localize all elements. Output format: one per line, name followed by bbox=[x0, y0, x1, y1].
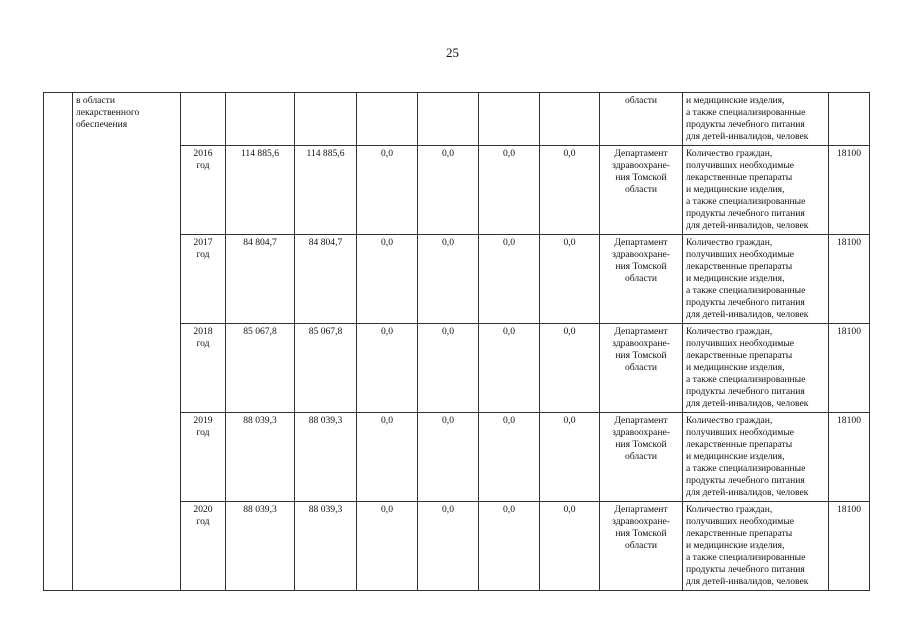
row-number-cell bbox=[44, 93, 73, 591]
total-cell: 88 039,3 bbox=[226, 413, 295, 502]
indicator-line: и медицинские изделия, bbox=[686, 184, 785, 195]
target-value-cell: 18100 bbox=[829, 413, 870, 502]
indicator-line: для детей-инвалидов, человек bbox=[686, 398, 809, 409]
indicator-line: для детей-инвалидов, человек bbox=[686, 220, 809, 231]
indicator-line: Количество граждан, bbox=[686, 415, 773, 426]
indicator-line: Количество граждан, bbox=[686, 237, 773, 248]
department-line: области bbox=[624, 451, 658, 462]
department-cell bbox=[600, 413, 683, 502]
department-line: ния Томской bbox=[615, 261, 667, 272]
department-cell bbox=[600, 235, 683, 324]
value-cell bbox=[479, 93, 540, 146]
department-line: здравоохране- bbox=[612, 516, 670, 527]
department-line: Департамент bbox=[614, 326, 668, 337]
indicator-line: получивших необходимые bbox=[686, 427, 795, 438]
indicator-line: а также специализированные bbox=[686, 285, 806, 296]
department-line: ния Томской bbox=[615, 172, 667, 183]
program-name-line: в области bbox=[76, 95, 115, 106]
value-cell: 0,0 bbox=[479, 324, 540, 413]
regional-cell: 114 885,6 bbox=[295, 146, 357, 235]
indicator-cell bbox=[683, 413, 829, 502]
department-cell bbox=[600, 146, 683, 235]
department-cell bbox=[600, 93, 683, 146]
indicator-line: продукты лечебного питания bbox=[686, 386, 805, 397]
indicator-cell bbox=[683, 146, 829, 235]
indicator-cell bbox=[683, 93, 829, 146]
program-name-cell bbox=[73, 93, 181, 591]
regional-cell: 84 804,7 bbox=[295, 235, 357, 324]
value-cell: 0,0 bbox=[418, 502, 479, 591]
value-cell: 0,0 bbox=[357, 413, 418, 502]
indicator-line: для детей-инвалидов, человек bbox=[686, 131, 809, 142]
value-cell bbox=[540, 93, 600, 146]
total-cell: 85 067,8 bbox=[226, 324, 295, 413]
value-cell: 0,0 bbox=[357, 235, 418, 324]
year-cell bbox=[181, 413, 226, 502]
department-line: Департамент bbox=[614, 237, 668, 248]
indicator-line: Количество граждан, bbox=[686, 148, 773, 159]
target-value-cell: 18100 bbox=[829, 324, 870, 413]
value-cell: 0,0 bbox=[540, 324, 600, 413]
indicator-line: а также специализированные bbox=[686, 463, 806, 474]
value-cell: 0,0 bbox=[357, 324, 418, 413]
year-cell bbox=[181, 93, 226, 146]
department-line: области bbox=[624, 540, 658, 551]
value-cell: 0,0 bbox=[540, 502, 600, 591]
year-line: 2020 bbox=[193, 504, 213, 515]
indicator-line: продукты лечебного питания bbox=[686, 297, 805, 308]
indicator-line: продукты лечебного питания bbox=[686, 119, 805, 130]
value-cell bbox=[418, 93, 479, 146]
indicator-line: лекарственные препараты bbox=[686, 528, 793, 539]
indicator-line: для детей-инвалидов, человек bbox=[686, 576, 809, 587]
indicator-line: продукты лечебного питания bbox=[686, 475, 805, 486]
department-line: ния Томской bbox=[615, 350, 667, 361]
indicator-cell bbox=[683, 235, 829, 324]
year-line: 2017 bbox=[193, 237, 213, 248]
year-line: год bbox=[196, 516, 210, 527]
department-cell bbox=[600, 502, 683, 591]
total-cell: 84 804,7 bbox=[226, 235, 295, 324]
year-line: год bbox=[196, 160, 210, 171]
indicator-line: Количество граждан, bbox=[686, 504, 773, 515]
total-cell bbox=[226, 93, 295, 146]
value-cell: 0,0 bbox=[540, 235, 600, 324]
department-line: Департамент bbox=[614, 148, 668, 159]
table-row bbox=[44, 93, 870, 146]
value-cell: 0,0 bbox=[418, 413, 479, 502]
program-name-line: обеспечения bbox=[76, 119, 128, 130]
department-line: здравоохране- bbox=[612, 427, 670, 438]
indicator-line: лекарственные препараты bbox=[686, 172, 793, 183]
target-value-cell: 18100 bbox=[829, 146, 870, 235]
year-cell bbox=[181, 324, 226, 413]
program-table bbox=[43, 92, 870, 591]
year-cell bbox=[181, 235, 226, 324]
value-cell: 0,0 bbox=[418, 324, 479, 413]
indicator-cell bbox=[683, 324, 829, 413]
indicator-line: а также специализированные bbox=[686, 196, 806, 207]
department-line: Департамент bbox=[614, 415, 668, 426]
indicator-line: получивших необходимые bbox=[686, 249, 795, 260]
indicator-line: и медицинские изделия, bbox=[686, 540, 785, 551]
value-cell: 0,0 bbox=[479, 502, 540, 591]
value-cell: 0,0 bbox=[418, 235, 479, 324]
indicator-line: лекарственные препараты bbox=[686, 439, 793, 450]
regional-cell: 88 039,3 bbox=[295, 502, 357, 591]
department-line: области bbox=[624, 184, 658, 195]
indicator-line: и медицинские изделия, bbox=[686, 451, 785, 462]
department-line: здравоохране- bbox=[612, 160, 670, 171]
value-cell: 0,0 bbox=[540, 146, 600, 235]
department-line: Департамент bbox=[614, 504, 668, 515]
year-line: год bbox=[196, 338, 210, 349]
value-cell bbox=[357, 93, 418, 146]
indicator-line: получивших необходимые bbox=[686, 516, 795, 527]
total-cell: 114 885,6 bbox=[226, 146, 295, 235]
department-line: здравоохране- bbox=[612, 338, 670, 349]
department-cell bbox=[600, 324, 683, 413]
indicator-line: для детей-инвалидов, человек bbox=[686, 309, 809, 320]
indicator-line: лекарственные препараты bbox=[686, 350, 793, 361]
department-line: области bbox=[624, 273, 658, 284]
department-line: ния Томской bbox=[615, 439, 667, 450]
table-body bbox=[44, 93, 870, 591]
value-cell: 0,0 bbox=[479, 146, 540, 235]
regional-cell: 88 039,3 bbox=[295, 413, 357, 502]
indicator-line: и медицинские изделия, bbox=[686, 273, 785, 284]
value-cell: 0,0 bbox=[540, 413, 600, 502]
indicator-line: продукты лечебного питания bbox=[686, 208, 805, 219]
value-cell: 0,0 bbox=[357, 146, 418, 235]
indicator-line: для детей-инвалидов, человек bbox=[686, 487, 809, 498]
indicator-cell bbox=[683, 502, 829, 591]
regional-cell: 85 067,8 bbox=[295, 324, 357, 413]
total-cell: 88 039,3 bbox=[226, 502, 295, 591]
year-line: год bbox=[196, 249, 210, 260]
year-line: 2018 bbox=[193, 326, 213, 337]
target-value-cell bbox=[829, 93, 870, 146]
value-cell: 0,0 bbox=[418, 146, 479, 235]
department-line: области bbox=[624, 362, 658, 373]
indicator-line: лекарственные препараты bbox=[686, 261, 793, 272]
indicator-line: а также специализированные bbox=[686, 107, 806, 118]
department-line: ния Томской bbox=[615, 528, 667, 539]
year-line: 2016 bbox=[193, 148, 213, 159]
indicator-line: получивших необходимые bbox=[686, 160, 795, 171]
year-line: год bbox=[196, 427, 210, 438]
value-cell: 0,0 bbox=[479, 413, 540, 502]
target-value-cell: 18100 bbox=[829, 502, 870, 591]
indicator-line: продукты лечебного питания bbox=[686, 564, 805, 575]
year-cell bbox=[181, 502, 226, 591]
value-cell: 0,0 bbox=[357, 502, 418, 591]
year-line: 2019 bbox=[193, 415, 213, 426]
department-line: здравоохране- bbox=[612, 249, 670, 260]
page-number: 25 bbox=[446, 45, 459, 60]
value-cell: 0,0 bbox=[479, 235, 540, 324]
indicator-line: а также специализированные bbox=[686, 374, 806, 385]
indicator-line: а также специализированные bbox=[686, 552, 806, 563]
year-cell bbox=[181, 146, 226, 235]
department-line: области bbox=[624, 95, 658, 106]
indicator-line: получивших необходимые bbox=[686, 338, 795, 349]
target-value-cell: 18100 bbox=[829, 235, 870, 324]
indicator-line: и медицинские изделия, bbox=[686, 95, 785, 106]
regional-cell bbox=[295, 93, 357, 146]
indicator-line: и медицинские изделия, bbox=[686, 362, 785, 373]
program-name-line: лекарственного bbox=[76, 107, 140, 118]
indicator-line: Количество граждан, bbox=[686, 326, 773, 337]
